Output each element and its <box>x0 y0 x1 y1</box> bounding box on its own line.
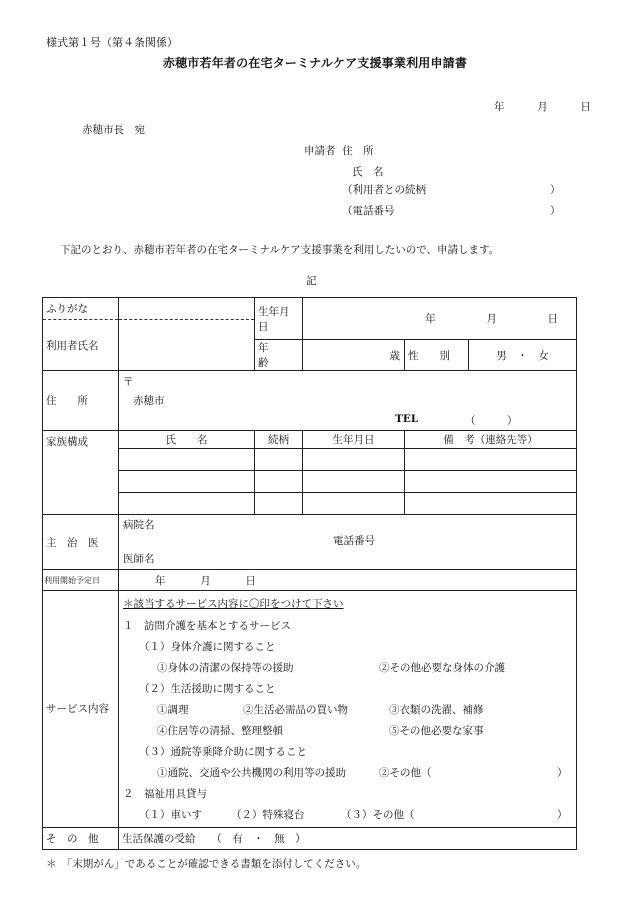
phone-paren-close: ） <box>550 205 561 217</box>
doctor-field[interactable] <box>119 515 577 570</box>
service-1-2: （２）生活援助に関すること <box>139 683 276 695</box>
service-1-2-a[interactable]: ①調理 <box>157 704 189 716</box>
family-name-cell[interactable] <box>119 449 255 471</box>
family-relation-cell[interactable] <box>255 449 303 471</box>
addressee: 赤穂市長 宛 <box>82 124 145 136</box>
applicant-label: 申請者 <box>304 145 336 157</box>
service-2: ２ 福祉用具貸与 <box>123 788 207 800</box>
family-col-name: 氏 名 <box>119 431 255 449</box>
family-name-cell[interactable] <box>119 471 255 493</box>
family-relation-cell[interactable] <box>255 471 303 493</box>
family-remarks-cell[interactable] <box>405 471 577 493</box>
furigana-field[interactable] <box>119 298 255 320</box>
footnote: ＊ 「末期がん」であることが確認できる書類を添付してください。 <box>46 858 367 870</box>
family-col-remarks: 備 考（連絡先等） <box>405 431 577 449</box>
sex-label: 性 別 <box>405 340 469 371</box>
family-row <box>43 471 577 493</box>
service-label: サービス内容 <box>43 591 119 828</box>
address-field[interactable] <box>119 371 577 431</box>
service-1-2-c[interactable]: ③衣類の洗濯、補修 <box>389 704 484 716</box>
furigana-label: ふりがな <box>43 298 119 320</box>
application-date <box>494 99 591 114</box>
age-label: 年 齢 <box>255 340 303 371</box>
tel-paren: （ ） <box>465 415 518 427</box>
start-date-label: 利用開始予定日 <box>43 570 119 591</box>
service-1-1-a[interactable]: ①身体の清潔の保持等の援助 <box>157 662 294 674</box>
date-month-label: 月 <box>537 101 548 113</box>
family-remarks-cell[interactable] <box>405 449 577 471</box>
birthdate-label: 生年月日 <box>255 298 303 340</box>
birthdate-day: 日 <box>547 313 558 325</box>
family-relation-cell[interactable] <box>255 493 303 515</box>
hospital-label: 病院名 <box>123 519 155 531</box>
applicant-name-label: 氏 名 <box>352 166 384 178</box>
birthdate-year: 年 <box>425 313 436 325</box>
tel-label: TEL <box>395 413 419 425</box>
form-title: 赤穂市若年者の在宅ターミナルケア支援事業利用申請書 <box>162 56 468 70</box>
ki-label: 記 <box>306 275 317 287</box>
date-year-label: 年 <box>494 101 505 113</box>
age-unit: 歳 <box>389 349 400 362</box>
service-2-a[interactable]: （１）車いす <box>139 809 202 821</box>
applicant-relation-label: （利用者との続柄 <box>342 184 426 196</box>
doctor-name-label: 医師名 <box>123 553 155 565</box>
doctor-label: 主 治 医 <box>43 515 119 570</box>
family-label: 家族構成 <box>43 431 119 515</box>
form-number: 様式第１号（第４条関係） <box>46 36 178 49</box>
service-1-1: （１）身体介護に関すること <box>139 641 276 653</box>
service-1: １ 訪問介護を基本とするサービス <box>123 620 291 632</box>
service-field[interactable] <box>119 591 577 828</box>
applicant-phone-label: （電話番号 <box>342 205 395 217</box>
family-row <box>43 449 577 471</box>
start-month: 月 <box>200 574 211 587</box>
birthdate-field[interactable] <box>303 298 577 340</box>
service-2-c[interactable]: （３）その他（ <box>341 809 415 821</box>
family-row <box>43 493 577 515</box>
welfare-field[interactable]: 生活保護の受給 （ 有 ・ 無 ） <box>119 828 577 850</box>
age-field[interactable] <box>303 340 405 371</box>
service-instruction: ＊該当するサービス内容に〇印をつけて下さい <box>123 598 344 610</box>
family-birthdate-cell[interactable] <box>303 471 405 493</box>
doctor-phone-label: 電話番号 <box>333 535 375 547</box>
start-date-field[interactable] <box>119 570 577 591</box>
sex-field[interactable]: 男 ・ 女 <box>469 340 577 371</box>
address-label: 住 所 <box>43 371 119 431</box>
applicant-address-label: 住 所 <box>342 145 374 157</box>
family-name-cell[interactable] <box>119 493 255 515</box>
service-1-3-a[interactable]: ①通院、交通や公共機関の利用等の援助 <box>157 767 346 779</box>
service-1-2-d[interactable]: ④住居等の清掃、整理整頓 <box>157 725 283 737</box>
family-col-birthdate: 生年月日 <box>303 431 405 449</box>
service-1-3-b-close: ） <box>557 767 568 779</box>
service-2-c-close: ） <box>557 809 568 821</box>
service-1-3-b[interactable]: ②その他（ <box>379 767 432 779</box>
other-label: そ の 他 <box>43 828 119 850</box>
applicant-address-row <box>304 143 374 158</box>
family-birthdate-cell[interactable] <box>303 449 405 471</box>
start-year: 年 <box>155 574 166 587</box>
application-table <box>42 297 577 850</box>
service-1-2-e[interactable]: ⑤その他必要な家事 <box>389 725 484 737</box>
user-name-field[interactable] <box>119 320 255 371</box>
birthdate-month: 月 <box>486 313 497 325</box>
family-birthdate-cell[interactable] <box>303 493 405 515</box>
service-1-1-b[interactable]: ②その他必要な身体の介護 <box>379 662 505 674</box>
service-1-2-b[interactable]: ②生活必需品の買い物 <box>243 704 348 716</box>
postal-mark: 〒 <box>123 376 134 388</box>
service-2-b[interactable]: （２）特殊寝台 <box>231 809 305 821</box>
address-city: 赤穂市 <box>133 395 165 407</box>
date-day-label: 日 <box>580 101 591 113</box>
service-1-3: （３）通院等乗降介助に関すること <box>139 746 307 758</box>
relation-paren-close: ） <box>550 184 561 196</box>
user-name-label: 利用者氏名 <box>43 320 119 371</box>
family-remarks-cell[interactable] <box>405 493 577 515</box>
family-col-relation: 続柄 <box>255 431 303 449</box>
start-day: 日 <box>245 574 256 587</box>
intro-text: 下記のとおり、赤穂市若年者の在宅ターミナルケア支援事業を利用したいので、申請します。 <box>60 244 500 256</box>
